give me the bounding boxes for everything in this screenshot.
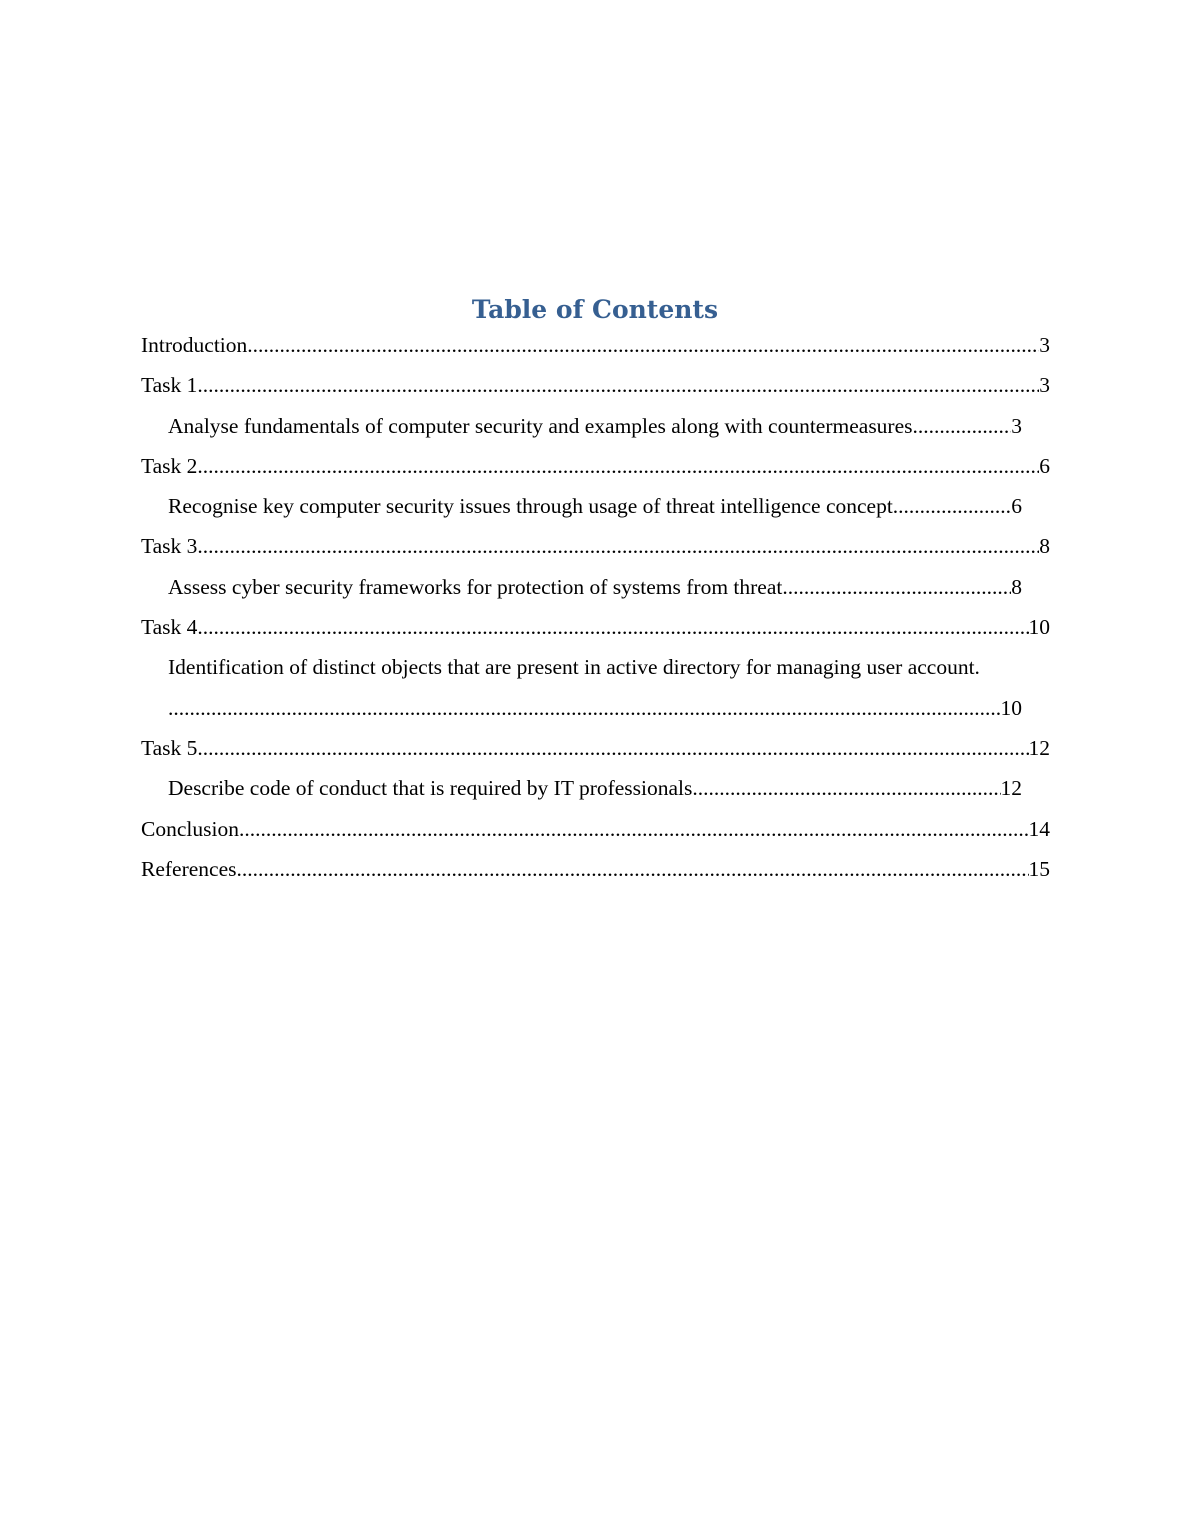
toc-entry-page: 8 xyxy=(1039,534,1050,559)
toc-leader-dots xyxy=(197,446,1039,486)
toc-leader-dots xyxy=(782,567,1011,607)
toc-leader-dots xyxy=(247,325,1039,365)
toc-leader-dots xyxy=(237,849,1029,889)
toc-leader-dots xyxy=(168,688,1001,728)
toc-entry-page: 12 xyxy=(1000,776,1022,801)
toc-entry-task-1[interactable] xyxy=(141,365,1050,405)
toc-subentry-fundamentals[interactable] xyxy=(141,406,1022,446)
toc-entry-page: 6 xyxy=(1011,494,1022,519)
toc-entry-page: 3 xyxy=(1039,333,1050,357)
toc-entry-conclusion[interactable] xyxy=(141,809,1050,849)
toc-entry-label: Task 5 xyxy=(141,735,198,760)
toc-entry-label: Introduction xyxy=(141,333,248,357)
toc-entry-label: Analyse fundamentals of computer security and examples along with countermeasures xyxy=(168,413,913,438)
toc-entry-page: 10 xyxy=(1028,615,1050,640)
toc-entry-label: References xyxy=(141,856,237,881)
toc-entry-page: 8 xyxy=(1011,574,1022,599)
toc-leader-dots xyxy=(197,728,1028,768)
toc-entry-page: 14 xyxy=(1028,816,1050,841)
toc-subentry-active-directory[interactable] xyxy=(141,647,1050,728)
toc-entry-page: 15 xyxy=(1028,856,1050,881)
toc-entry-page: 10 xyxy=(1000,695,1022,720)
toc-leader-dots xyxy=(893,486,1011,526)
toc-leader-dots xyxy=(239,809,1029,849)
toc-entry-task-5[interactable] xyxy=(141,728,1050,768)
toc-entry-task-3[interactable] xyxy=(141,526,1050,566)
toc-entry-continuation xyxy=(168,688,1022,728)
toc-leader-dots xyxy=(913,406,1012,446)
toc-entry-page: 12 xyxy=(1028,735,1050,760)
toc-entry-references[interactable] xyxy=(141,849,1050,889)
toc-subentry-threat-intelligence[interactable] xyxy=(141,486,1022,526)
toc-title: Table of Contents xyxy=(471,295,719,324)
toc-entry-page: 3 xyxy=(1039,373,1050,398)
toc-entry-label: Conclusion xyxy=(141,816,239,841)
toc-entry-label: Identification of distinct objects that are present in active directory for managing user account. xyxy=(168,655,980,680)
toc-leader-dots xyxy=(197,365,1039,405)
toc-entry-label: Task 1 xyxy=(141,373,198,398)
toc-subentry-frameworks[interactable] xyxy=(141,567,1022,607)
toc-entry-label: Task 2 xyxy=(141,453,198,478)
toc-subentry-code-of-conduct[interactable] xyxy=(141,768,1022,808)
toc-leader-dots xyxy=(197,607,1028,647)
toc-entry-introduction[interactable] xyxy=(141,325,1050,365)
toc-entry-task-4[interactable] xyxy=(141,607,1050,647)
toc-entry-label: Task 3 xyxy=(141,534,198,559)
toc-entry-label: Assess cyber security frameworks for protection of systems from threat xyxy=(168,574,783,599)
toc-leader-dots xyxy=(692,768,1000,808)
toc-entry-page: 6 xyxy=(1039,453,1050,478)
table-of-contents xyxy=(141,325,1050,889)
toc-entry-label: Describe code of conduct that is required by IT professionals xyxy=(168,776,693,801)
toc-entry-page: 3 xyxy=(1011,413,1022,438)
toc-entry-task-2[interactable] xyxy=(141,446,1050,486)
toc-entry-label: Task 4 xyxy=(141,615,198,640)
toc-leader-dots xyxy=(197,526,1039,566)
toc-entry-label: Recognise key computer security issues through usage of threat intelligence concept xyxy=(168,494,893,519)
